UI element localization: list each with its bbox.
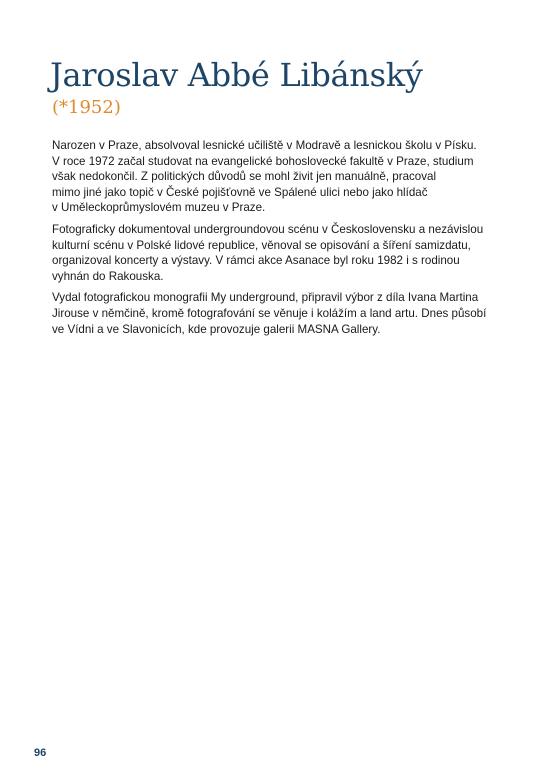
text-line: ve Vídni a ve Slavonicích, kde provozuje galerii MASNA Gallery.	[52, 322, 381, 336]
text-line: Jirouse v němčině, kromě fotografování se věnuje i kolážím a land artu. Dnes působí	[52, 306, 487, 320]
text-line: Narozen v Praze, absolvoval lesnické učiliště v Modravě a lesnickou školu v Písku.	[52, 139, 477, 152]
text-line: kulturní scénu v Polské lidové republice, věnoval se opisování a šíření samizdatu,	[52, 238, 471, 252]
text-line: však nedokončil. Z politických důvodů se mohl živit jen manuálně, pracoval	[52, 170, 437, 184]
text-line: Fotograficky dokumentoval undergroundovou scénu v Československu a nezávislou	[52, 222, 484, 236]
paragraph-1	[52, 138, 500, 216]
text-line: vyhnán do Rakouska.	[52, 269, 164, 283]
page-number: 96	[34, 747, 47, 759]
biography-text	[52, 138, 500, 343]
paragraph-3	[52, 290, 500, 337]
text-line: v Uměleckoprůmyslovém muzeu v Praze.	[52, 201, 266, 215]
text-line: V roce 1972 začal studovat na evangelické bohoslovecké fakultě v Praze, studium	[52, 154, 474, 168]
birth-year-subtitle: (*1952)	[52, 97, 121, 118]
text-line: Vydal fotografickou monografii My underground, připravil výbor z díla Ivana Martina	[52, 291, 479, 305]
page-title: Jaroslav Abbé Libánský	[50, 56, 423, 94]
paragraph-2	[52, 222, 500, 284]
text-line: mimo jiné jako topič v České pojišťovně ve Spálené ulici nebo jako hlídač	[52, 185, 428, 199]
text-line: organizoval koncerty a výstavy. V rámci akce Asanace byl roku 1982 i s rodinou	[52, 254, 460, 268]
